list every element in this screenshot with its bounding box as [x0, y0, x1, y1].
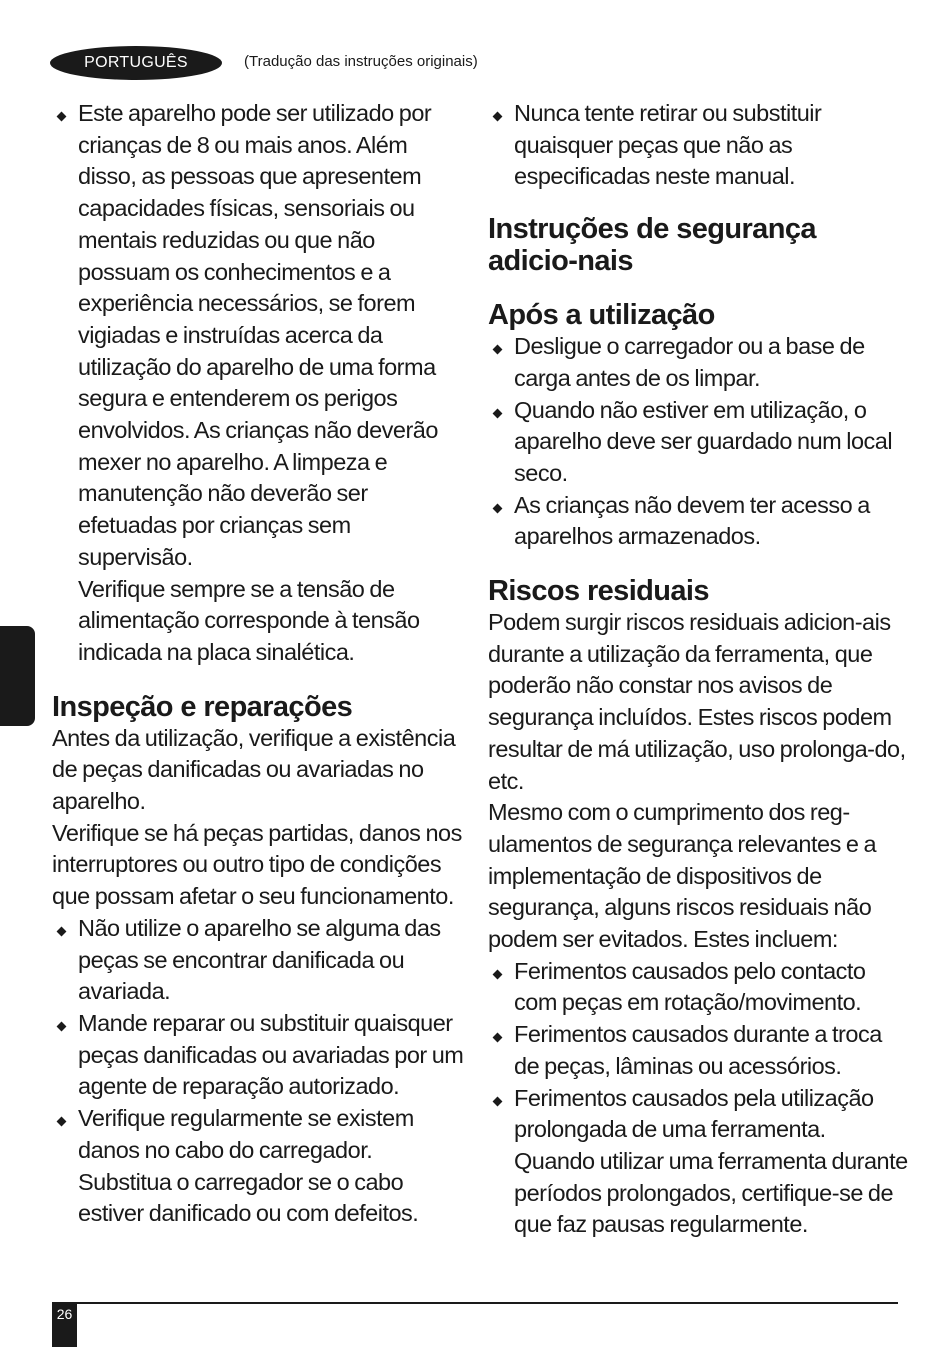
bullet-diamond-icon: [57, 1117, 67, 1127]
list-item: [488, 490, 908, 553]
bullet-diamond-icon: [493, 1096, 503, 1106]
bullet-text: Não utilize o aparelho se alguma das peças se encontrar danificada ou avariada.: [78, 914, 441, 1005]
list-item: [488, 98, 908, 193]
bullet-text: Nunca tente retirar ou substituir quaisquer peças que não as especificadas neste manual.: [514, 100, 822, 190]
bullet-text: Ferimentos causados pela utilização prolongada de uma ferramenta.: [514, 1084, 874, 1143]
page-number: 26: [52, 1302, 77, 1347]
inspection-paragraph-1: Antes da utilização, verifique a existência de peças danificadas ou avariadas no aparelho.: [52, 724, 456, 815]
list-item: [488, 1083, 908, 1242]
bullet-diamond-icon: [57, 112, 67, 122]
list-item: [488, 1019, 908, 1082]
list-item: [52, 1008, 470, 1103]
list-item: [52, 913, 470, 1008]
list-item: [488, 331, 908, 394]
footer-rule: [52, 1302, 898, 1304]
bullet-diamond-icon: [493, 969, 503, 979]
right-column: [488, 98, 908, 1241]
left-column: [52, 98, 470, 1230]
bullet-text: As crianças não devem ter acesso a aparelhos armazenados.: [514, 491, 870, 550]
residual-risks-heading: Riscos residuais: [488, 575, 709, 608]
list-item: [52, 98, 470, 669]
list-item: [52, 1103, 470, 1230]
bullet-diamond-icon: [493, 408, 503, 418]
list-item: [488, 956, 908, 1019]
translation-note: (Tradução das instruções originais): [244, 53, 478, 70]
additional-safety-heading: Instruções de segurança adicio-nais: [488, 213, 816, 278]
bullet-diamond-icon: [57, 926, 67, 936]
inspection-paragraph-2: Verifique se há peças partidas, danos nos interruptores ou outro tipo de condições que possam afetar o seu funcionamento.: [52, 819, 462, 910]
bullet-diamond-icon: [57, 1022, 67, 1032]
bullet-diamond-icon: [493, 503, 503, 513]
section-side-tab: [0, 626, 35, 726]
bullet-continuation: Verifique sempre se a tensão de alimentação corresponde à tensão indicada na placa sinalética.: [78, 575, 420, 665]
bullet-diamond-icon: [493, 112, 503, 122]
bullet-diamond-icon: [493, 345, 503, 355]
bullet-text: Ferimentos causados durante a troca de peças, lâminas ou acessórios.: [514, 1021, 882, 1079]
bullet-text: Desligue o carregador ou a base de carga antes de os limpar.: [514, 333, 865, 391]
bullet-text: Quando não estiver em utilização, o aparelho deve ser guardado num local seco.: [514, 396, 893, 486]
list-item: [488, 395, 908, 490]
bullet-continuation: Quando utilizar uma ferramenta durante períodos prolongados, certifique-se de que faz pausas regularmente.: [514, 1147, 908, 1238]
bullet-text: Verifique regularmente se existem danos no cabo do carregador.: [78, 1105, 414, 1163]
after-use-heading: Após a utilização: [488, 299, 715, 332]
bullet-text: Mande reparar ou substituir quaisquer peças danificadas ou avariadas por um agente de reparação autorizado.: [78, 1009, 464, 1100]
bullet-text: Este aparelho pode ser utilizado por crianças de 8 ou mais anos. Além disso, as pessoas que apresentem capacidades físicas, sensoriais ou mentais reduzidas ou que não possuam os conhecimentos e a experiência necessários, se forem vigiadas e instruídas acerca da utilização do aparelho de uma forma segura e entenderem os perigos envolvidos. As crianças não deverão mexer no aparelho. A limpeza e manutenção não deverão ser efetuadas por crianças sem supervisão.: [78, 100, 438, 570]
residual-paragraph-2: Mesmo com o cumprimento dos reg-ulamentos de segurança relevantes e a implementação de dispositivos de segurança, alguns riscos residuais não podem ser evitados. Estes incluem:: [488, 799, 877, 953]
bullet-diamond-icon: [493, 1033, 503, 1043]
inspection-heading: Inspeção e reparações: [52, 690, 353, 723]
bullet-continuation: Substitua o carregador se o cabo estiver danificado ou com defeitos.: [78, 1168, 419, 1227]
bullet-text: Ferimentos causados pelo contacto com peças em rotação/movimento.: [514, 957, 866, 1016]
language-badge: PORTUGUÊS: [50, 46, 222, 80]
residual-paragraph-1: Podem surgir riscos residuais adicion-ais durante a utilização da ferramenta, que poderão não constar nos avisos de segurança incluídos. Estes riscos podem resultar de má utilização, uso prolonga-do, etc.: [488, 609, 906, 794]
